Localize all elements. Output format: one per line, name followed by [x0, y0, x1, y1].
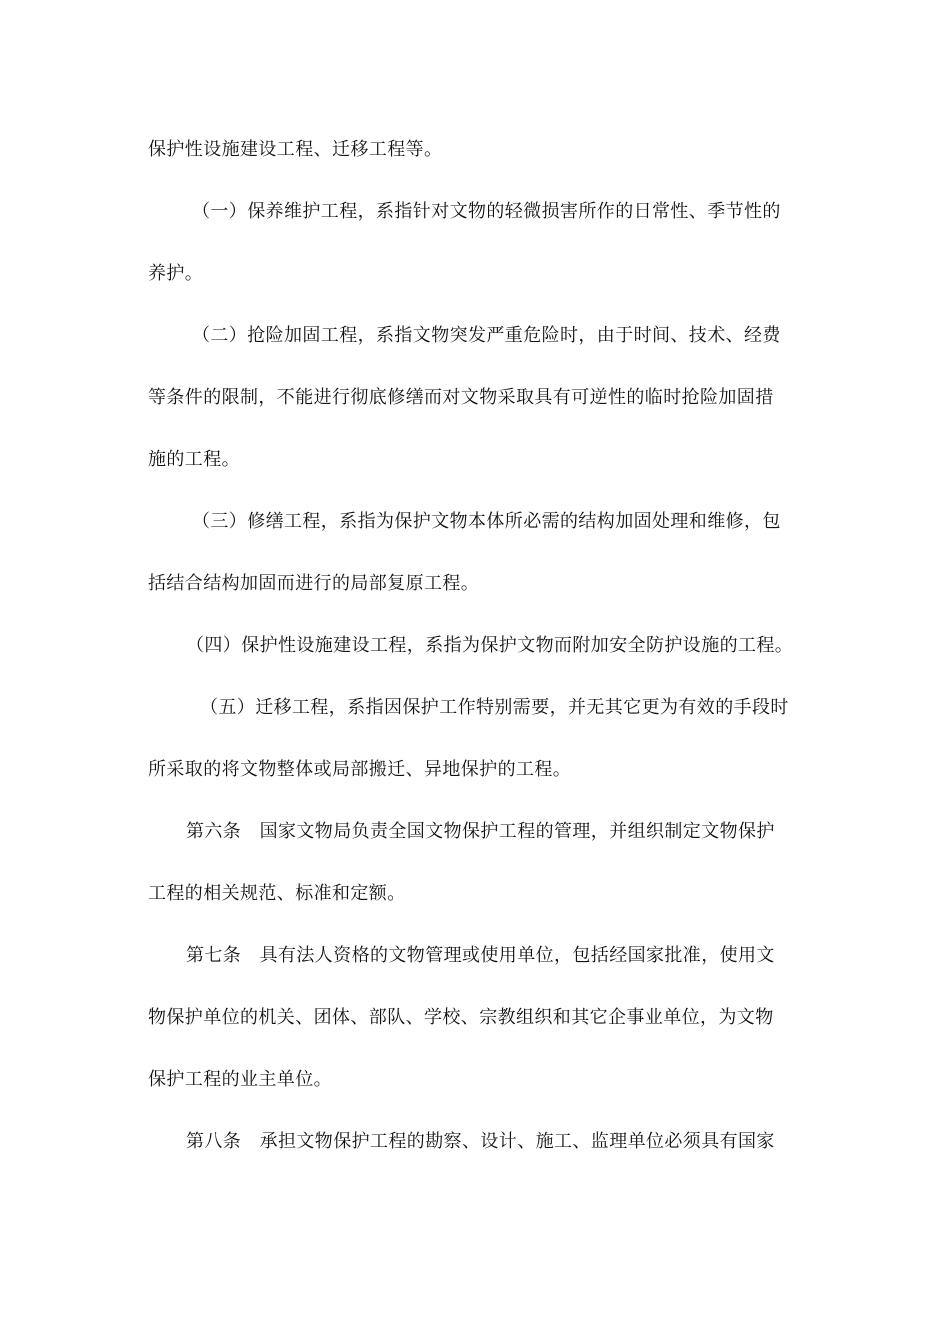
text-line: 工程的相关规范、标准和定额。 — [148, 883, 406, 904]
text-line: （五）迁移工程，系指因保护工作特别需要，并无其它更为有效的手段时 — [200, 697, 789, 718]
text-line: （二）抢险加固工程，系指文物突发严重危险时，由于时间、技术、经费 — [192, 325, 781, 346]
text-line: 保护性设施建设工程、迁移工程等。 — [148, 139, 443, 160]
text-line: 物保护单位的机关、团体、部队、学校、宗教组织和其它企事业单位，为文物 — [148, 1007, 774, 1028]
text-line: 所采取的将文物整体或局部搬迁、异地保护的工程。 — [148, 759, 572, 780]
text-line: （一）保养维护工程，系指针对文物的轻微损害所作的日常性、季节性的 — [192, 201, 781, 222]
text-line: （四）保护性设施建设工程，系指为保护文物而附加安全防护设施的工程。 — [186, 635, 794, 656]
text-line: 养护。 — [148, 263, 204, 284]
text-line: （三）修缮工程，系指为保护文物本体所必需的结构加固处理和维修，包 — [192, 511, 781, 532]
text-line: 等条件的限制，不能进行彻底修缮而对文物采取具有可逆性的临时抢险加固措 — [148, 387, 774, 408]
text-line: 第七条 具有法人资格的文物管理或使用单位，包括经国家批准，使用文 — [186, 945, 775, 966]
text-line: 第六条 国家文物局负责全国文物保护工程的管理，并组织制定文物保护 — [186, 821, 775, 842]
text-line: 括结合结构加固而进行的局部复原工程。 — [148, 573, 480, 594]
text-line: 第八条 承担文物保护工程的勘察、设计、施工、监理单位必须具有国家 — [186, 1131, 775, 1152]
text-line: 保护工程的业主单位。 — [148, 1069, 332, 1090]
text-line: 施的工程。 — [148, 449, 240, 470]
